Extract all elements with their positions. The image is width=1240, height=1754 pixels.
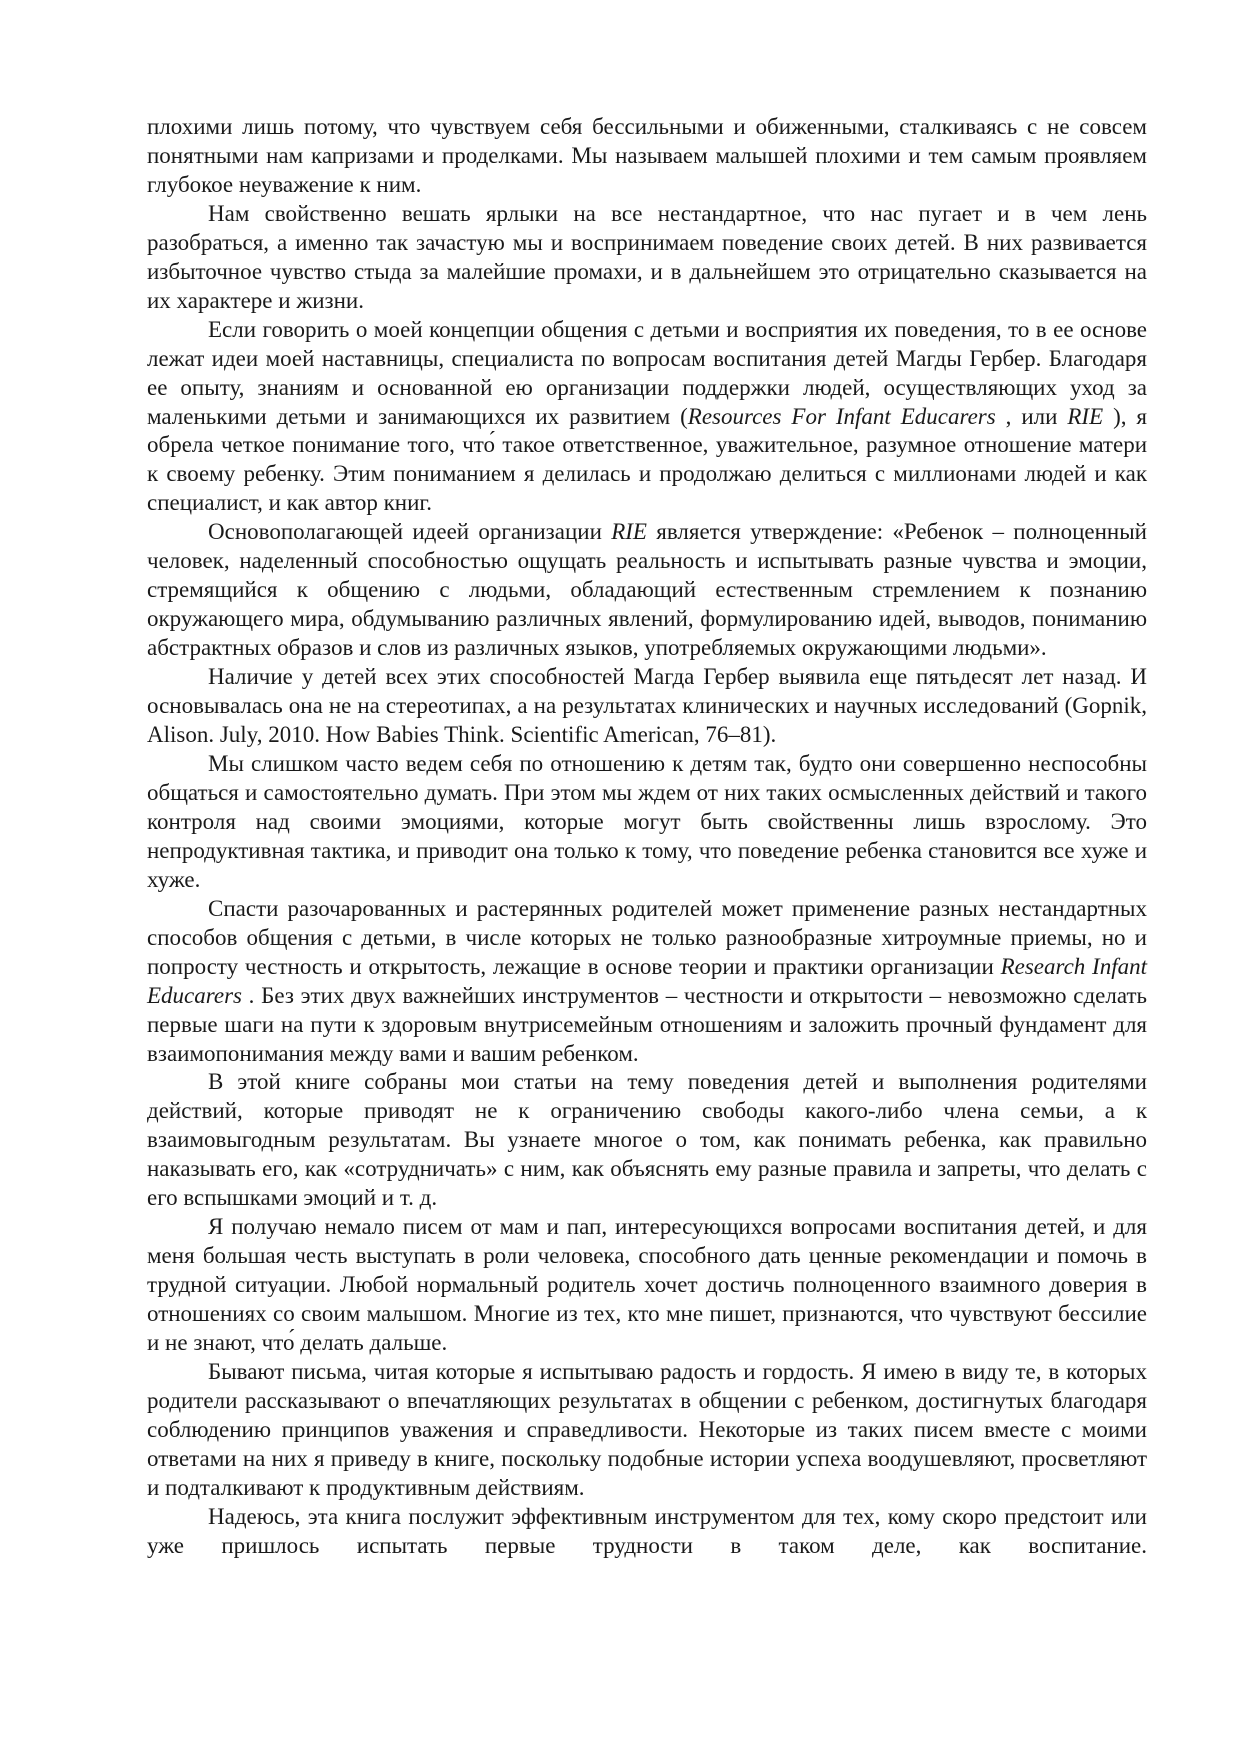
- italic-term-rie: RIE: [611, 519, 647, 545]
- text-segment: , или: [995, 403, 1068, 429]
- text-segment: плохими лишь потому, что чувствуем себя бессильными и обиженными, сталкиваясь с не совсем понятными нам капризами и проделками. Мы называем малышей плохими и тем самым проявляем глубокое неуважение к ним.: [147, 114, 1147, 197]
- paragraph-5: [147, 663, 1147, 750]
- italic-term-resources-for-infant-educarers: Resources For Infant Educarers: [687, 403, 996, 429]
- text-segment: Основополагающей идеей организации: [208, 519, 612, 545]
- text-segment: Спасти разочарованных и растерянных родителей может применение разных нестандартных способов общения с детьми, в числе которых не только разнообразные хитроумные приемы, но и попросту честность и открытость, лежащие в основе теории и практики организации: [147, 895, 1147, 979]
- paragraph-7: [147, 895, 1147, 1069]
- italic-term-research-infant-educarers: Research Infant Educarers: [147, 953, 1147, 1008]
- italic-term-rie: RIE: [1067, 403, 1104, 429]
- text-segment: Надеюсь, эта книга послужит эффективным инструментом для тех, кому скоро предстоит или уже пришлось испытать первые трудности в таком деле, как воспитание.: [147, 1503, 1147, 1558]
- text-segment: Я получаю немало писем от мам и пап, интересующихся вопросами воспитания детей, и для меня большая честь выступать в роли человека, способного дать ценные рекомендации и помочь в трудной ситуации. Любой нормальный родитель хочет достичь полноценного взаимного доверия в отношениях со своим малышом. Многие из тех, кто мне пишет, признаются, что чувствуют бессилие и не знают, что́ делать дальше.: [147, 1214, 1147, 1356]
- text-segment: . Без этих двух важнейших инструментов – честности и открытости – невозможно сделать первые шаги на пути к здоровым внутрисемейным отношениям и заложить прочный фундамент для взаимопонимания между вами и вашим ребенком.: [147, 982, 1147, 1066]
- text-segment: ), я обрела четкое понимание того, что́ такое ответственное, уважительное, разумное отношение матери к своему ребенку. Этим пониманием я делилась и продолжаю делиться с миллионами людей и как специалист, и как автор книг.: [147, 403, 1147, 516]
- paragraph-3: [147, 316, 1147, 519]
- text-segment: В этой книге собраны мои статьи на тему поведения детей и выполнения родителями действий, которые приводят не к ограничению свободы какого-либо члена семьи, а к взаимовыгодным результатам. Вы узнаете многое о том, как понимать ребенка, как правильно наказывать его, как «сотрудничать» с ним, как объяснять ему разные правила и запреты, что делать с его вспышками эмоций и т. д.: [147, 1069, 1147, 1211]
- paragraph-1: [147, 113, 1147, 200]
- paragraph-2: [147, 200, 1147, 316]
- text-segment: Бывают письма, читая которые я испытываю радость и гордость. Я имею в виду те, в которых родители рассказывают о впечатляющих результатах в общении с ребенком, достигнутых благодаря соблюдению принципов уважения и справедливости. Некоторые из таких писем вместе с моими ответами на них я приведу в книге, поскольку подобные истории успеха воодушевляют, просветляют и подталкивают к продуктивным действиям.: [147, 1358, 1147, 1500]
- paragraph-4: [147, 518, 1147, 663]
- paragraph-8: [147, 1068, 1147, 1213]
- text-segment: Нам свойственно вешать ярлыки на все нестандартное, что нас пугает и в чем лень разобраться, а именно так зачастую мы и воспринимаем поведение своих детей. В них развивается избыточное чувство стыда за малейшие промахи, и в дальнейшем это отрицательно сказывается на их характере и жизни.: [147, 200, 1147, 313]
- paragraph-11: [147, 1503, 1147, 1561]
- paragraph-9: [147, 1213, 1147, 1358]
- paragraph-10: [147, 1358, 1147, 1503]
- text-segment: Наличие у детей всех этих способностей Магда Гербер выявила еще пятьдесят лет назад. И основывалась она не на стереотипах, а на результатах клинических и научных исследований (Gopnik, Alison. July, 2010. How Babies Think. Scientific American, 76–81).: [147, 664, 1147, 748]
- document-page: [147, 113, 1147, 1561]
- text-segment: Мы слишком часто ведем себя по отношению к детям так, будто они совершенно неспособны общаться и самостоятельно думать. При этом мы ждем от них таких осмысленных действий и такого контроля над своими эмоциями, которые могут быть свойственны лишь взрослому. Это непродуктивная тактика, и приводит она только к тому, что поведение ребенка становится все хуже и хуже.: [147, 750, 1147, 892]
- text-segment: является утверждение: «Ребенок – полноценный человек, наделенный способностью ощущать реальность и испытывать разные чувства и эмоции, стремящийся к общению с людьми, обладающий естественным стремлением к познанию окружающего мира, обдумыванию различных явлений, формулированию идей, выводов, пониманию абстрактных образов и слов из различных языков, употребляемых окружающими людьми».: [147, 519, 1147, 661]
- text-segment: Если говорить о моей концепции общения с детьми и восприятия их поведения, то в ее основе лежат идеи моей наставницы, специалиста по вопросам воспитания детей Магды Гербер. Благодаря ее опыту, знаниям и основанной ею организации поддержки людей, осуществляющих уход за маленькими детьми и занимающихся их развитием (: [147, 316, 1147, 429]
- paragraph-6: [147, 750, 1147, 895]
